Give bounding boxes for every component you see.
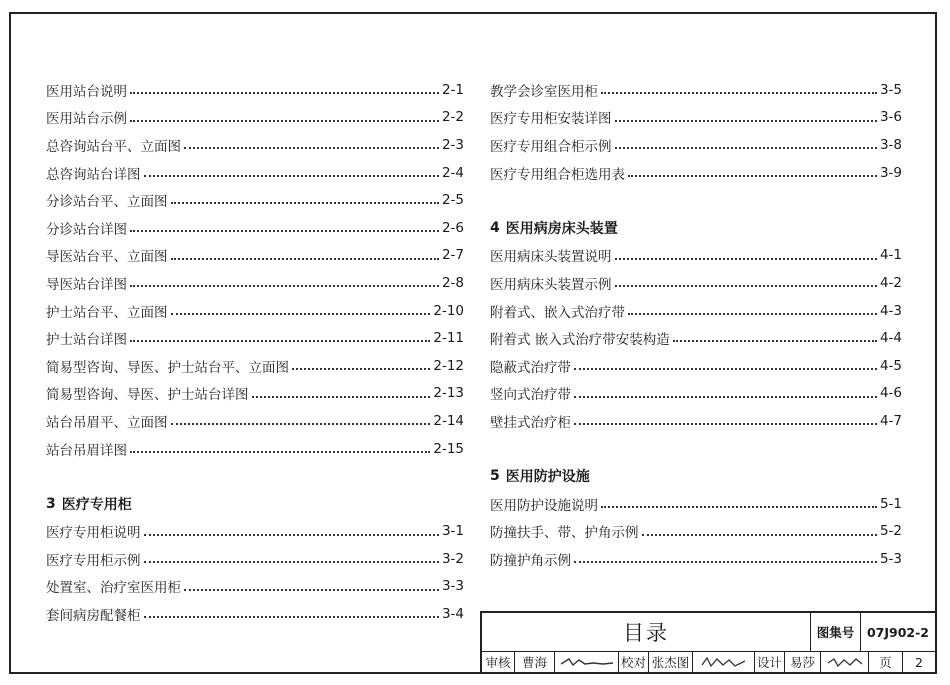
- entry-title: 医疗专用柜示例: [46, 552, 141, 569]
- toc-entry[interactable]: [490, 297, 902, 325]
- reviewer-name: 曹海: [514, 652, 554, 672]
- toc-entry[interactable]: [46, 214, 464, 242]
- entry-title: 套间病房配餐柜: [46, 608, 141, 625]
- leader-dots: [601, 79, 877, 94]
- leader-dots: [252, 383, 431, 398]
- designer-signature: [820, 652, 868, 672]
- leader-dots: [130, 438, 430, 453]
- leader-dots: [144, 548, 439, 563]
- entry-page: 3-8: [879, 136, 902, 153]
- leader-dots: [615, 245, 877, 260]
- entry-title: 医疗专用柜说明: [46, 525, 141, 542]
- toc-entry[interactable]: [490, 131, 902, 159]
- toc-entry[interactable]: [490, 407, 902, 435]
- entry-page: 2-14: [433, 412, 464, 429]
- entry-title: 站台吊眉详图: [46, 442, 127, 459]
- page-number: 2: [902, 652, 935, 672]
- entry-page: 2-15: [433, 440, 464, 457]
- leader-dots: [574, 548, 877, 563]
- entry-page: 2-10: [433, 302, 464, 319]
- leader-dots: [574, 383, 877, 398]
- entry-page: 2-3: [441, 136, 464, 153]
- entry-title: 护士站台详图: [46, 332, 127, 349]
- entry-title: 总咨询站台详图: [46, 166, 141, 183]
- leader-dots: [144, 162, 439, 177]
- designer-name: 易莎: [784, 652, 820, 672]
- signature-scribble-icon: [559, 655, 615, 669]
- entry-page: 4-1: [879, 247, 902, 264]
- entry-page: 2-11: [433, 330, 464, 347]
- entry-title: 总咨询站台平、立面图: [46, 138, 181, 155]
- entry-title: 医疗专用组合柜示例: [490, 138, 612, 155]
- entry-page: 3-4: [441, 606, 464, 623]
- toc-entry[interactable]: [490, 380, 902, 408]
- entry-title: 防撞扶手、带、护角示例: [490, 525, 639, 542]
- signature-scribble-icon: [699, 655, 749, 669]
- toc-left-column: [46, 76, 464, 628]
- entry-page: 4-5: [879, 357, 902, 374]
- entry-page: 4-3: [879, 302, 902, 319]
- toc-entry[interactable]: [46, 352, 464, 380]
- entry-title: 医用防护设施说明: [490, 497, 598, 514]
- atlas-number-label: 图集号: [810, 613, 860, 651]
- toc-entry[interactable]: [46, 407, 464, 435]
- toc-entry[interactable]: [490, 518, 902, 546]
- leader-dots: [171, 300, 431, 315]
- spacer: [46, 462, 464, 490]
- check-label: 校对: [618, 652, 648, 672]
- toc-entry[interactable]: [46, 600, 464, 628]
- leader-dots: [184, 576, 439, 591]
- section-heading-3: [46, 490, 464, 518]
- entry-title: 隐蔽式治疗带: [490, 359, 571, 376]
- section-heading-4: [490, 214, 902, 242]
- entry-page: 2-13: [433, 385, 464, 402]
- entry-title: 医疗专用组合柜选用表: [490, 166, 625, 183]
- entry-page: 3-3: [441, 578, 464, 595]
- page-label: 页: [868, 652, 902, 672]
- entry-page: 2-5: [441, 192, 464, 209]
- entry-page: 2-1: [441, 81, 464, 98]
- toc-entry[interactable]: [46, 159, 464, 187]
- drawing-title: 目录: [623, 621, 669, 645]
- entry-page: 5-3: [879, 550, 902, 567]
- toc-entry[interactable]: [46, 76, 464, 104]
- section-number: 3: [46, 495, 56, 512]
- entry-page: 2-7: [441, 247, 464, 264]
- leader-dots: [184, 134, 439, 149]
- entry-title: 竖向式治疗带: [490, 387, 571, 404]
- toc-entry[interactable]: [46, 380, 464, 408]
- toc-right-column: [490, 76, 902, 573]
- toc-entry[interactable]: [46, 435, 464, 463]
- toc-entry[interactable]: [46, 131, 464, 159]
- toc-entry[interactable]: [490, 490, 902, 518]
- leader-dots: [144, 603, 439, 618]
- leader-dots: [615, 134, 877, 149]
- entry-title: 站台吊眉平、立面图: [46, 414, 168, 431]
- entry-page: 3-2: [441, 550, 464, 567]
- section-heading-5: [490, 462, 902, 490]
- toc-entry[interactable]: [490, 324, 902, 352]
- entry-title: 壁挂式治疗柜: [490, 414, 571, 431]
- leader-dots: [130, 107, 439, 122]
- toc-entry[interactable]: [46, 242, 464, 270]
- entry-title: 附着式 嵌入式治疗带安装构造: [490, 332, 670, 349]
- entry-page: 2-8: [441, 274, 464, 291]
- entry-page: 5-2: [879, 523, 902, 540]
- section-title: 医疗专用柜: [61, 496, 132, 513]
- leader-dots: [615, 272, 877, 287]
- leader-dots: [130, 217, 439, 232]
- review-label: 审核: [485, 655, 511, 670]
- entry-title: 分诊站台详图: [46, 221, 127, 238]
- spacer: [490, 435, 902, 463]
- toc-entry[interactable]: [490, 545, 902, 573]
- entry-page: 3-6: [879, 109, 902, 126]
- leader-dots: [292, 355, 430, 370]
- signature-scribble-icon: [825, 655, 865, 669]
- entry-title: 分诊站台平、立面图: [46, 194, 168, 211]
- entry-title: 附着式、嵌入式治疗带: [490, 304, 625, 321]
- title-block: [480, 611, 935, 672]
- entry-page: 3-9: [879, 164, 902, 181]
- leader-dots: [130, 79, 439, 94]
- entry-page: 4-7: [879, 412, 902, 429]
- entry-page: 4-2: [879, 274, 902, 291]
- toc-entry[interactable]: [490, 242, 902, 270]
- entry-title: 处置室、治疗室医用柜: [46, 580, 181, 597]
- entry-title: 医用病床头装置说明: [490, 249, 612, 266]
- leader-dots: [673, 327, 877, 342]
- leader-dots: [628, 300, 877, 315]
- section-title: 医用病房床头装置: [505, 220, 618, 237]
- entry-title: 导医站台平、立面图: [46, 249, 168, 266]
- toc-entry[interactable]: [46, 104, 464, 132]
- entry-page: 4-6: [879, 385, 902, 402]
- checker-signature: [692, 652, 754, 672]
- leader-dots: [171, 189, 439, 204]
- entry-page: 2-12: [433, 357, 464, 374]
- entry-title: 护士站台平、立面图: [46, 304, 168, 321]
- entry-page: 4-4: [879, 330, 902, 347]
- leader-dots: [642, 521, 877, 536]
- leader-dots: [171, 410, 431, 425]
- section-number: 5: [490, 468, 500, 485]
- design-label: 设计: [754, 652, 784, 672]
- entry-page: 2-4: [441, 164, 464, 181]
- entry-page: 5-1: [879, 495, 902, 512]
- toc-entry[interactable]: [490, 352, 902, 380]
- reviewer-signature: [554, 652, 618, 672]
- toc-entry[interactable]: [490, 159, 902, 187]
- leader-dots: [130, 272, 439, 287]
- entry-title: 医用病床头装置示例: [490, 276, 612, 293]
- section-title: 医用防护设施: [505, 469, 590, 486]
- toc-entry[interactable]: [490, 76, 902, 104]
- entry-page: 2-2: [441, 109, 464, 126]
- entry-title: 简易型咨询、导医、护士站台详图: [46, 387, 249, 404]
- checker-name: 张杰图: [648, 652, 692, 672]
- entry-title: 医疗专用柜安装详图: [490, 111, 612, 128]
- entry-title: 医用站台示例: [46, 111, 127, 128]
- entry-page: 2-6: [441, 219, 464, 236]
- atlas-number: 07J902-2: [860, 613, 935, 651]
- toc-entry[interactable]: [46, 269, 464, 297]
- toc-entry[interactable]: [46, 324, 464, 352]
- entry-title: 医用站台说明: [46, 83, 127, 100]
- toc-entry[interactable]: [46, 545, 464, 573]
- toc-entry[interactable]: [46, 297, 464, 325]
- toc-entry[interactable]: [490, 104, 902, 132]
- leader-dots: [628, 162, 877, 177]
- entry-title: 简易型咨询、导医、护士站台平、立面图: [46, 359, 289, 376]
- leader-dots: [574, 410, 877, 425]
- entry-title: 教学会诊室医用柜: [490, 83, 598, 100]
- toc-entry[interactable]: [46, 518, 464, 546]
- leader-dots: [615, 107, 877, 122]
- spacer: [490, 186, 902, 214]
- entry-page: 3-5: [879, 81, 902, 98]
- entry-title: 导医站台详图: [46, 276, 127, 293]
- leader-dots: [601, 493, 877, 508]
- leader-dots: [130, 327, 430, 342]
- toc-entry[interactable]: [46, 573, 464, 601]
- leader-dots: [171, 245, 439, 260]
- leader-dots: [574, 355, 877, 370]
- toc-entry[interactable]: [490, 269, 902, 297]
- entry-title: 防撞护角示例: [490, 552, 571, 569]
- toc-entry[interactable]: [46, 186, 464, 214]
- entry-page: 3-1: [441, 523, 464, 540]
- leader-dots: [144, 521, 439, 536]
- section-number: 4: [490, 219, 500, 236]
